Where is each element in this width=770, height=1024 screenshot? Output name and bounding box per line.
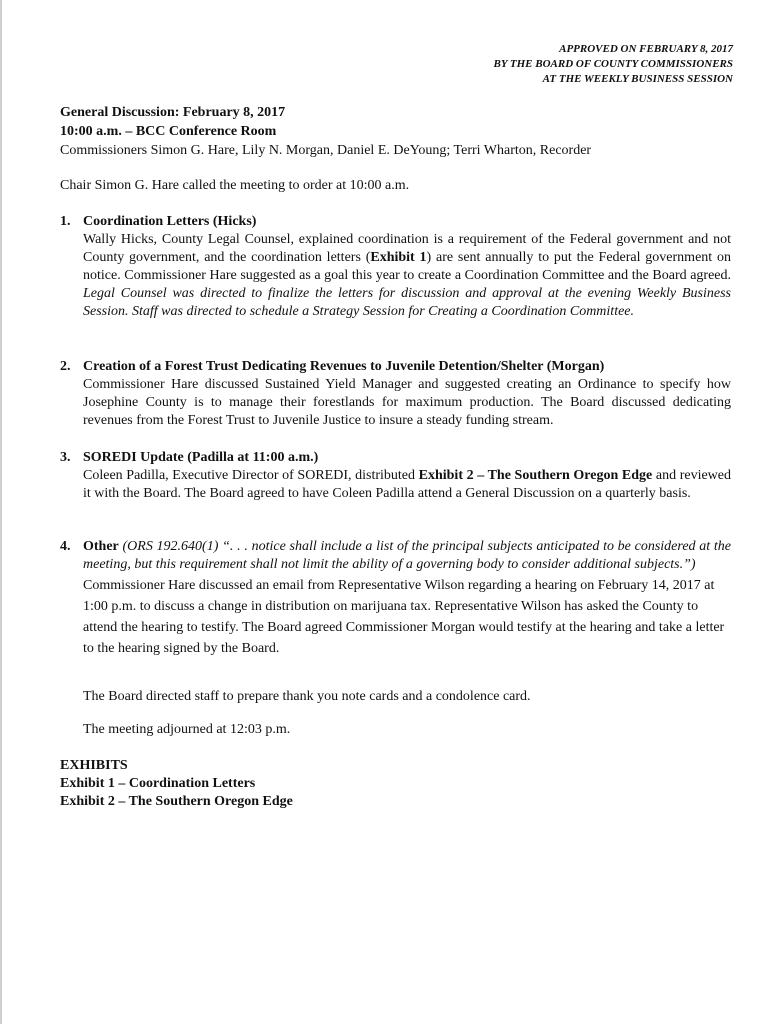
item-body	[83, 467, 731, 503]
item-body	[83, 231, 731, 321]
item-number: 2.	[60, 359, 71, 374]
meeting-header	[60, 103, 591, 160]
item-title: Other	[83, 539, 119, 554]
item-title: Coordination Letters (Hicks)	[83, 214, 257, 229]
agenda-item-4	[60, 538, 731, 659]
agenda-item-2	[60, 358, 731, 430]
item-title-line	[83, 538, 731, 574]
approval-stamp	[493, 42, 733, 87]
item-number: 3.	[60, 450, 71, 465]
exhibits-section	[60, 757, 293, 811]
agenda-item-3	[60, 449, 731, 503]
meeting-time-location: 10:00 a.m. – BCC Conference Room	[60, 124, 277, 139]
call-to-order: Chair Simon G. Hare called the meeting to order at 10:00 a.m.	[60, 178, 410, 193]
exhibit-reference: Exhibit 2 – The Southern Oregon Edge	[418, 468, 653, 483]
item-text: Wally Hicks, County Legal Counsel, explained coordination is a requirement of the Federal government and not County government, and the coordination letters (	[83, 232, 731, 265]
scan-edge-line	[0, 0, 2, 1024]
item-body: Commissioner Hare discussed an email from Representative Wilson regarding a hearing on February 14, 2017 at 1:00 p.m. to discuss a change in distribution on marijuana tax. Representative Wilson has asked the County to attend the hearing to testify. The Board agreed Commissioner Morgan would testify at the hearing and take a letter to the hearing signed by the Board.	[83, 578, 725, 656]
meeting-attendees: Commissioners Simon G. Hare, Lily N. Morgan, Daniel E. DeYoung; Terri Wharton, Recorder	[60, 143, 592, 158]
adjourned-text: The meeting adjourned at 12:03 p.m.	[83, 722, 291, 737]
exhibit-entry: Exhibit 1 – Coordination Letters	[60, 776, 256, 791]
approval-line-3: AT THE WEEKLY BUSINESS SESSION	[542, 73, 733, 85]
ors-note: (ORS 192.640(1) “. . . notice shall include a list of the principal subjects anticipated to be considered at the meeting, but this requirement shall not limit the ability of a governing body to consider additional subjects.”)	[83, 539, 731, 572]
meeting-title: General Discussion: February 8, 2017	[60, 105, 286, 120]
board-directed-text: The Board directed staff to prepare thank you note cards and a condolence card.	[83, 689, 531, 704]
item-title: SOREDI Update (Padilla at 11:00 a.m.)	[83, 450, 319, 465]
approval-line-1: APPROVED ON FEBRUARY 8, 2017	[559, 43, 733, 55]
item-text: Coleen Padilla, Executive Director of SOREDI, distributed	[83, 468, 419, 483]
agenda-item-1	[60, 213, 731, 321]
exhibit-entry: Exhibit 2 – The Southern Oregon Edge	[60, 794, 293, 809]
item-body: Commissioner Hare discussed Sustained Yield Manager and suggested creating an Ordinance to specify how Josephine County is to manage their forestlands for maximum production. The Board discussed dedicating revenues from the Forest Trust to Juvenile Justice to insure a steady funding stream.	[83, 377, 731, 428]
exhibit-reference: Exhibit 1	[370, 250, 427, 265]
item-number: 1.	[60, 214, 71, 229]
item-number: 4.	[60, 539, 71, 554]
item-text: and reviewed it with the Board. The Board agreed to have Coleen Padilla attend a General Discussion on a quarterly basis.	[83, 468, 731, 501]
item-title: Creation of a Forest Trust Dedicating Revenues to Juvenile Detention/Shelter (Morgan)	[83, 359, 605, 374]
exhibits-heading: EXHIBITS	[60, 758, 128, 773]
approval-line-2: BY THE BOARD OF COUNTY COMMISSIONERS	[493, 58, 733, 70]
item-directive: Legal Counsel was directed to finalize the letters for discussion and approval at the evening Weekly Business Session. Staff was directed to schedule a Strategy Session for Creating a Coordination Committee.	[83, 286, 731, 319]
item-text: ) are sent annually to put the Federal government on notice. Commissioner Hare suggested as a goal this year to create a Coordination Committee and the Board agreed.	[83, 250, 731, 283]
